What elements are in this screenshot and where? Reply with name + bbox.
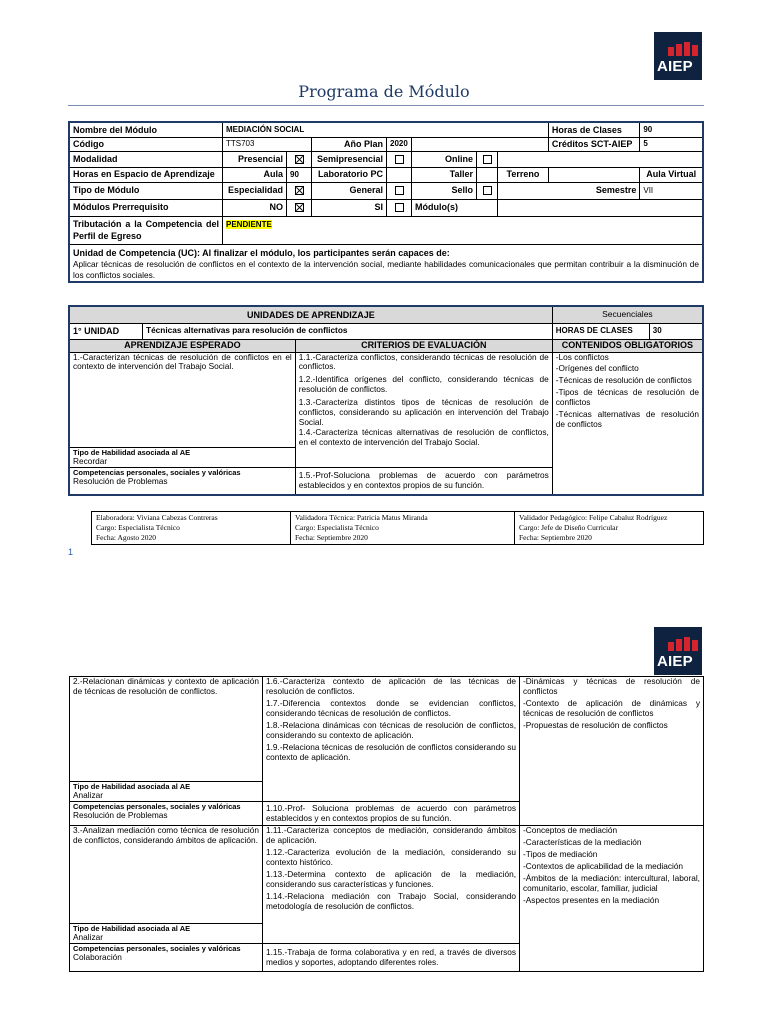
co3-item: -Conceptos de mediación [523, 825, 618, 835]
ce2-item: 1.7.-Diferencia contextos donde se evidencian conflictos, considerando técnicas de resolución de conflictos. [266, 697, 516, 718]
elaboradora-cargo: Cargo: Especialista Técnico [96, 523, 180, 533]
sello-checkbox[interactable] [477, 182, 498, 199]
co1-item: -Técnicas de resolución de conflictos [555, 375, 692, 386]
elaboradora-fecha: Fecha: Agosto 2020 [96, 533, 156, 543]
codigo-value: TTS703 [223, 137, 312, 151]
tributacion-value: PENDIENTE [226, 219, 272, 229]
modulos-label: Módulo(s) [412, 199, 498, 216]
ce2-item: 1.6.-Caracteriza contexto de aplicación de las técnicas de resolución de conflictos. [266, 676, 516, 696]
validador-fecha: Fecha: Septiembre 2020 [519, 533, 592, 543]
nombre-label: Nombre del Módulo [69, 122, 223, 137]
co1-list [552, 352, 703, 495]
ce3-item: 1.11.-Caracteriza conceptos de mediación, considerando ámbitos de aplicación. [266, 825, 516, 845]
co1-item: -Tipos de técnicas de resolución de conflictos [555, 387, 699, 408]
validadora-tecnica: Validadora Técnica: Patricia Matus Miranda [295, 513, 428, 522]
ce1-list [295, 352, 552, 467]
ce3-prof: 1.15.-Trabaja de forma colaborativa y en red, a través de diversos medios y soportes, adoptando diferentes roles. [263, 944, 520, 972]
lab-label: Laboratorio PC [312, 167, 387, 182]
unidades-table [68, 305, 704, 496]
aula-value: 90 [287, 167, 312, 182]
ano-plan-label: Año Plan [312, 137, 387, 151]
ce1-item: 1.3.-Caracteriza distintos tipos de técnicas de resolución de conflictos, considerando su aplicación en intervención del Trabajo Social. [298, 397, 549, 428]
ce2-list [263, 677, 520, 802]
horas-value: 30 [649, 323, 703, 339]
ae2-text: 2.-Relacionan dinámicas y contexto de aplicación de técnicas de resolución de conflictos. [70, 677, 263, 782]
unidad-name: Técnicas alternativas para resolución de conflictos [143, 323, 553, 339]
title-divider [68, 105, 704, 106]
co3-item: -Tipos de mediación [523, 848, 598, 859]
semestre-value: VII [640, 182, 703, 199]
elaboradora: Elaboradora: Viviana Cabezas Contreras [96, 513, 218, 522]
ce1-prof: 1.5.-Prof-Soluciona problemas de acuerdo con parámetros establecidos y en contextos propios de su función. [295, 467, 552, 495]
col-contenidos-header: CONTENIDOS OBLIGATORIOS [552, 339, 703, 352]
tipo-label: Tipo de Módulo [69, 182, 223, 199]
uc-text: Aplicar técnicas de resolución de conflictos en el contexto de la intervención social, mediante habilidades comunicacionales que permitan contribuir a la disminución de los conflictos sociales. [73, 258, 699, 280]
col-aprendizaje-header: APRENDIZAJE ESPERADO [69, 339, 295, 352]
horas-clases-label: Horas de Clases [548, 122, 640, 137]
page-title: Programa de Módulo [298, 82, 470, 101]
no-checkbox[interactable] [287, 199, 312, 216]
general-checkbox[interactable] [387, 182, 412, 199]
creditos-label: Créditos SCT-AIEP [548, 137, 640, 151]
unidades-header: UNIDADES DE APRENDIZAJE [69, 306, 552, 323]
presencial-label: Presencial [223, 151, 287, 167]
no-label: NO [223, 199, 287, 216]
co3-list [520, 826, 704, 972]
ae1-text: 1.-Caracterizan técnicas de resolución de conflictos en el contexto de intervención del Trabajo Social. [69, 352, 295, 447]
co3-item: -Características de la mediación [523, 836, 642, 847]
semipresencial-label: Semipresencial [312, 151, 387, 167]
col-criterios-header: CRITERIOS DE EVALUACIÓN [295, 339, 552, 352]
hab2-value: Analizar [73, 790, 103, 800]
co1-item: -Los conflictos [555, 351, 609, 362]
si-label: SI [312, 199, 387, 216]
comp2-value: Resolución de Problemas [73, 810, 168, 820]
hab1-label: Tipo de Habilidad asociada al AE [73, 447, 191, 457]
aula-virtual-label: Aula Virtual [640, 167, 703, 182]
aiep-logo: AIEP [654, 627, 702, 675]
co3-item: -Ámbitos de la mediación: intercultural, laboral, comunitario, escolar, familiar, judicial [523, 872, 700, 893]
validador-pedagogico: Validador Pedagógico: Felipe Cabaluz Rodríguez [519, 513, 668, 522]
taller-label: Taller [412, 167, 477, 182]
validadora-cargo: Cargo: Especialista Técnico [295, 523, 379, 533]
ce3-list [263, 826, 520, 944]
terreno-label: Terreno [498, 167, 549, 182]
general-label: General [312, 182, 387, 199]
aiep-logo: AIEP [654, 32, 702, 80]
comp3-value: Colaboración [73, 952, 122, 962]
hab3-label: Tipo de Habilidad asociada al AE [73, 924, 191, 933]
co3-item: -Aspectos presentes en la mediación [523, 894, 660, 905]
unidades-table-continued [69, 676, 704, 972]
si-checkbox[interactable] [387, 199, 412, 216]
comp1-value: Resolución de Problemas [73, 475, 168, 486]
ce3-item: 1.14.-Relaciona mediación con Trabajo Social, considerando metodología de resolución de conflictos. [266, 890, 516, 911]
co2-list [520, 677, 704, 826]
ce2-item: 1.8.-Relaciona dinámicas con técnicas de resolución de conflictos, considerando su contexto de aplicación. [266, 719, 516, 740]
comp1-label: Competencias personales, sociales y valóricas [73, 467, 241, 477]
online-checkbox[interactable] [477, 151, 498, 167]
co1-item: -Orígenes del conflicto [555, 363, 639, 374]
hab2-label: Tipo de Habilidad asociada al AE [73, 782, 191, 791]
hab1-value: Recordar [73, 455, 108, 466]
codigo-label: Código [69, 137, 223, 151]
co1-item: -Técnicas alternativas de resolución de conflictos [555, 409, 699, 430]
comp2-label: Competencias personales, sociales y valóricas [73, 802, 241, 811]
prerreq-label: Módulos Prerrequisito [69, 199, 223, 216]
horas-label: HORAS DE CLASES [552, 323, 649, 339]
unidad-label: 1° UNIDAD [69, 323, 143, 339]
horas-clases-value: 90 [640, 122, 703, 137]
especialidad-label: Especialidad [223, 182, 287, 199]
page-number: 1 [68, 547, 74, 557]
modalidad-label: Modalidad [69, 151, 223, 167]
ce3-item: 1.13.-Determina contexto de aplicación de la mediación, considerando sus características y funciones. [266, 868, 516, 889]
secuenciales-label: Secuenciales [552, 306, 703, 323]
comp3-label: Competencias personales, sociales y valóricas [73, 944, 241, 953]
module-info-table [68, 121, 704, 283]
tributacion-label: Tributación a la Competencia del Perfil de Egreso [69, 216, 223, 244]
semipresencial-checkbox[interactable] [387, 151, 412, 167]
aula-label: Aula [223, 167, 287, 182]
especialidad-checkbox[interactable] [287, 182, 312, 199]
ae3-text: 3.-Analizan mediación como técnica de resolución de conflictos, considerando ámbitos de aplicación. [70, 826, 263, 924]
creditos-value: 5 [640, 137, 703, 151]
nombre-value: MEDIACIÓN SOCIAL [223, 122, 549, 137]
hab3-value: Analizar [73, 932, 103, 942]
sello-label: Sello [412, 182, 477, 199]
uc-title: Unidad de Competencia (UC): Al finalizar el módulo, los participantes serán capaces de: [73, 247, 450, 258]
horas-espacio-label: Horas en Espacio de Aprendizaje [69, 167, 223, 182]
ce2-item: 1.9.-Relaciona técnicas de resolución de conflictos considerando su contexto de aplicación. [266, 741, 516, 762]
online-label: Online [412, 151, 477, 167]
co2-item: -Propuestas de resolución de conflictos [523, 719, 668, 730]
presencial-checkbox[interactable] [287, 151, 312, 167]
ce1-item: 1.2.-Identifica orígenes del conflicto, considerando técnicas de resolución de conflictos. [298, 374, 549, 395]
ce2-prof: 1.10.-Prof- Soluciona problemas de acuerdo con parámetros establecidos y en contextos propios de su función. [263, 802, 520, 826]
ce3-item: 1.12.-Caracteriza evolución de la mediación, considerando su contexto histórico. [266, 846, 516, 867]
ce1-item: 1.1.-Caracteriza conflictos, considerando técnicas de resolución de conflictos. [298, 351, 549, 372]
ce1-item: 1.4.-Caracteriza técnicas alternativas de resolución de conflictos, en el contexto de intervención del Trabajo Social. [298, 427, 549, 448]
co3-item: -Contextos de aplicabilidad de la mediación [523, 860, 684, 871]
validadora-fecha: Fecha: Septiembre 2020 [295, 533, 368, 543]
co2-item: -Contexto de aplicación de dinámicas y técnicas de resolución de conflictos [523, 697, 700, 718]
co2-item: -Dinámicas y técnicas de resolución de conflictos [523, 676, 700, 696]
signatures-table [91, 511, 704, 545]
semestre-label: Semestre [498, 182, 640, 199]
ano-plan-value: 2020 [387, 137, 412, 151]
validador-cargo: Cargo: Jefe de Diseño Curricular [519, 523, 618, 533]
